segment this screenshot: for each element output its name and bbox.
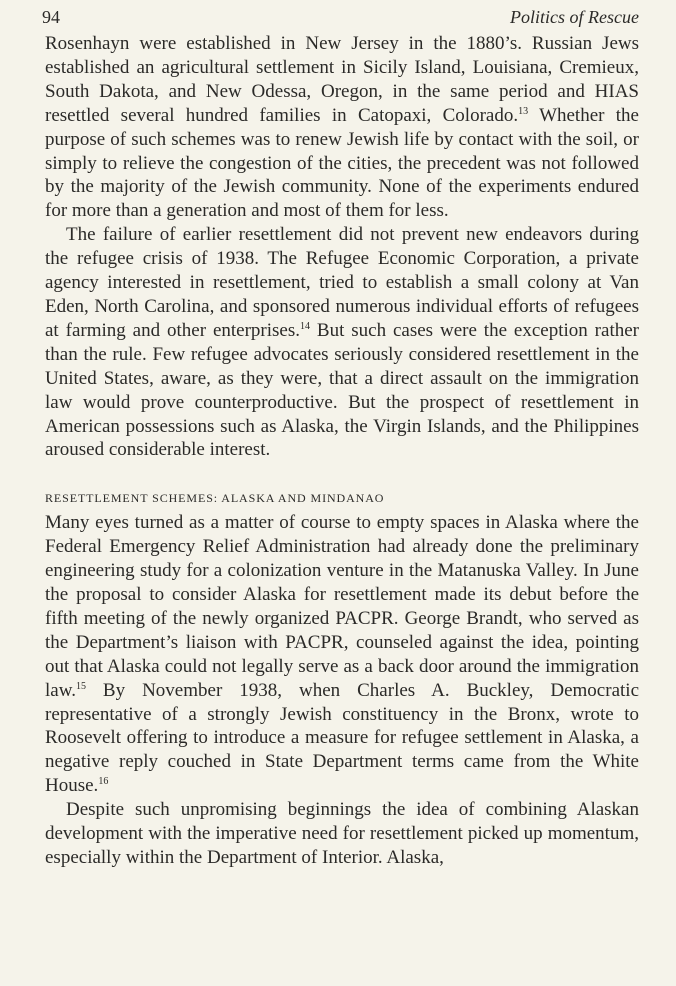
paragraph-3 xyxy=(45,511,639,798)
section-heading: RESETTLEMENT SCHEMES: ALASKA AND MINDANAO xyxy=(45,491,385,506)
page-number: 94 xyxy=(42,7,60,27)
footnote-marker: 15 xyxy=(75,680,86,692)
paragraph-1 xyxy=(45,32,639,223)
paragraph-text: By November 1938, when Charles A. Buckley, Democratic representative of a strongly Jewish constituency in the Bronx, wrote to Roosevelt offering to introduce a measure for refugee settlement in Alaska, a negative reply couched in State Department terms came from the White House. xyxy=(45,679,639,797)
paragraph-text: Many eyes turned as a matter of course to empty spaces in Alaska where the Federal Emergency Relief Administration had already done the preliminary engineering study for a colonization venture in the Matanuska Valley. In June the proposal to consider Alaska for resettlement made its debut before the fifth meeting of the newly organized PACPR. George Brandt, who served as the Department’s liaison with PACPR, counseled against the idea, pointing out that Alaska could not legally serve as a back door around the immigration law. xyxy=(45,512,639,701)
footnote-marker: 16 xyxy=(98,776,109,788)
paragraph-2 xyxy=(45,223,639,462)
paragraph-text: Rosenhayn were established in New Jersey in the 1880’s. Russian Jews established an agricultural settlement in Sicily Island, Louisiana, Cremieux, South Dakota, and New Odessa, Oregon, in the same period and HIAS resettled several hundred families in Catopaxi, Colorado. xyxy=(45,33,639,126)
book-page xyxy=(42,6,639,870)
paragraph-text: Despite such unpromising beginnings the idea of combining Alaskan development with the imperative need for resettlement picked up momentum, especially within the Department of Interior. Alaska, xyxy=(45,799,639,868)
running-head: Politics of Rescue xyxy=(510,7,639,27)
paragraph-text: Whether the purpose of such schemes was to renew Jewish life by contact with the soil, or simply to relieve the congestion of the cities, the precedent was not followed by the majority of the Jewish community. None of the experiments endured for more than a generation and most of them for less. xyxy=(45,104,639,222)
paragraph-4 xyxy=(45,798,639,870)
paragraph-text: The failure of earlier resettlement did not prevent new endeavors during the refugee crisis of 1938. The Refugee Economic Corporation, a private agency interested in resettlement, tried to establish a small colony at Van Eden, North Carolina, and sponsored numerous individual efforts of refugees at farming and other enterprises. xyxy=(45,224,639,341)
footnote-marker: 14 xyxy=(300,320,310,332)
footnote-marker: 13 xyxy=(518,105,529,117)
page-header xyxy=(42,6,639,32)
paragraph-text: But such cases were the exception rather than the rule. Few refugee advocates seriously considered resettlement in the United States, aware, as they were, that a direct assault on the immigration law would prove counterproductive. But the prospect of resettlement in American possessions such as Alaska, the Virgin Islands, and the Philippines aroused considerable interest. xyxy=(45,319,639,461)
